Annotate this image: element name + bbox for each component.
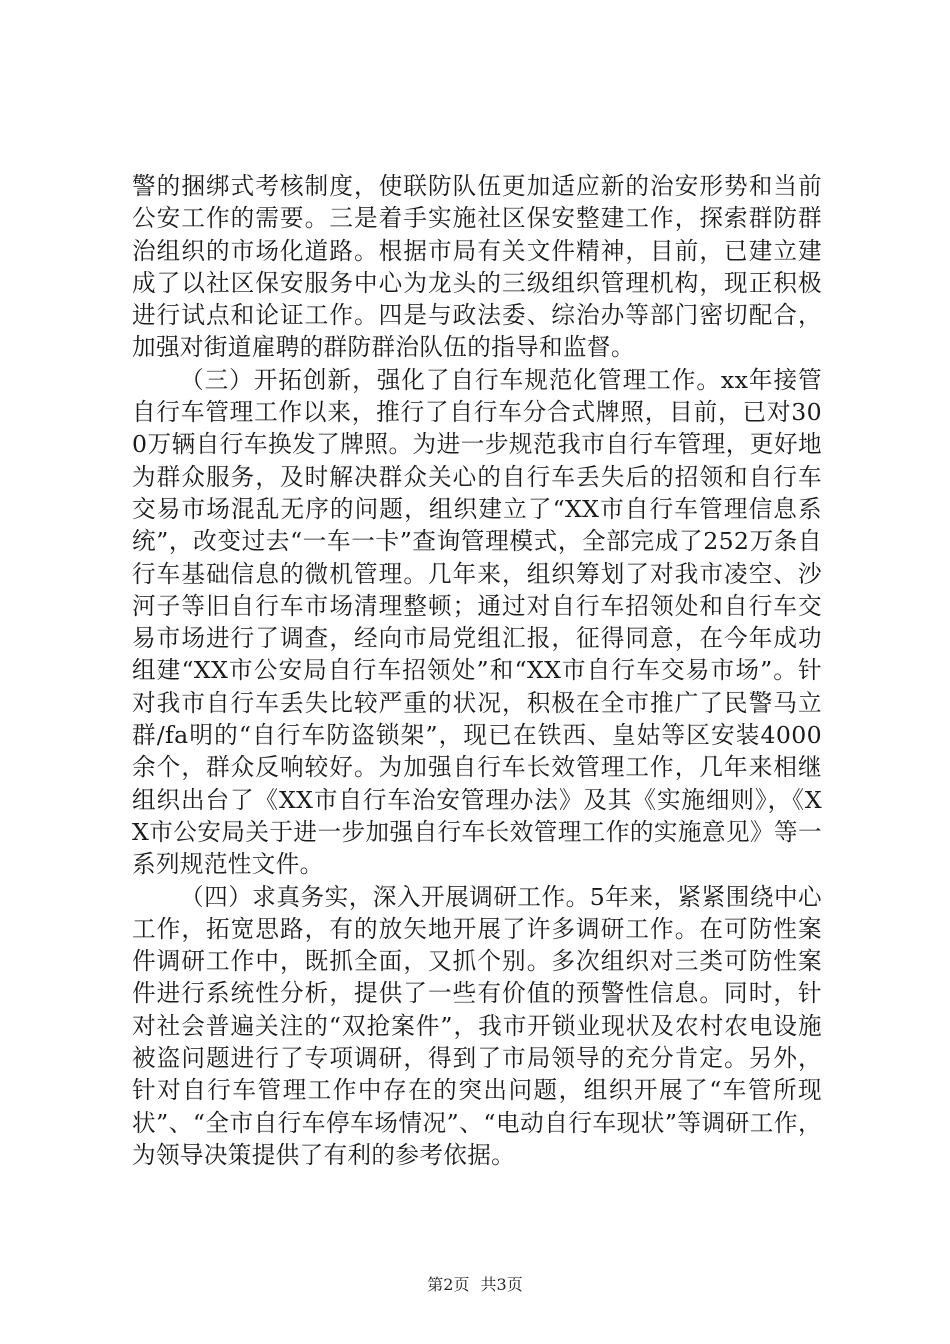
page-footer [0, 1275, 950, 1295]
page-number-current: 第2页 [427, 1275, 470, 1294]
paragraph-section-3: （三）开拓创新，强化了自行车规范化管理工作。xx年接管自行车管理工作以来，推行了自行车分合式牌照，目前，已对300万辆自行车换发了牌照。为进一步规范我市自行车管理，更好地为群众服务，及时解决群众关心的自行车丢失后的招领和自行车交易市场混乱无序的问题，组织建立了“XX市自行车管理信息系统”，改变过去“一车一卡”查询管理模式，全部完成了252万条自行车基础信息的微机管理。几年来，组织筹划了对我市凌空、沙河子等旧自行车市场清理整顿；通过对自行车招领处和自行车交易市场进行了调查，经向市局党组汇报，征得同意，在今年成功组建“XX市公安局自行车招领处”和“XX市自行车交易市场”。针对我市自行车丢失比较严重的状况，积极在全市推广了民警马立群/fa明的“自行车防盗锁架”，现已在铁西、皇姑等区安装4000余个，群众反响较好。为加强自行车长效管理工作，几年来相继组织出台了《XX市自行车治安管理办法》及其《实施细则》，《XX市公安局关于进一步加强自行车长效管理工作的实施意见》等一系列规范性文件。 [132, 365, 822, 879]
document-body [132, 170, 822, 1171]
paragraph-section-4: （四）求真务实，深入开展调研工作。5年来，紧紧围绕中心工作，拓宽思路，有的放矢地开展了许多调研工作。在可防性案件调研工作中，既抓全面，又抓个别。多次组织对三类可防性案件进行系统性分析，提供了一些有价值的预警性信息。同时，针对社会普遍关注的“双抢案件”，我市开锁业现状及农村农电设施被盗问题进行了专项调研，得到了市局领导的充分肯定。另外，针对自行车管理工作中存在的突出问题，组织开展了“车管所现状”、“全市自行车停车场情况”、“电动自行车现状”等调研工作，为领导决策提供了有利的参考依据。 [132, 882, 822, 1169]
page-number-total: 共3页 [480, 1275, 523, 1294]
paragraph-continuation: 警的捆绑式考核制度，使联防队伍更加适应新的治安形势和当前公安工作的需要。三是着手实施社区保安整建工作，探索群防群治组织的市场化道路。根据市局有关文件精神，目前，已建立建成了以社区保安服务中心为龙头的三级组织管理机构，现正积极进行试点和论证工作。四是与政法委、综治办等部门密切配合，加强对街道雇聘的群防群治队伍的指导和监督。 [132, 172, 822, 362]
